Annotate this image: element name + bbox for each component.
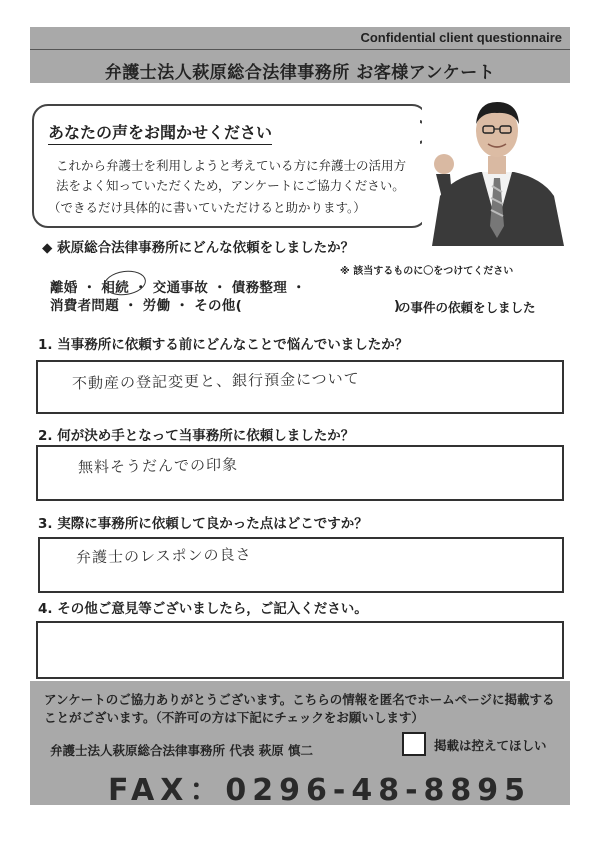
- intro-heading: あなたの声をお聞かせください: [48, 120, 272, 145]
- question-4-answer-box[interactable]: [36, 621, 564, 679]
- intro-speech-bubble: [32, 104, 428, 228]
- case-options-line-1: 離婚 ・ 相続 ・ 交通事故 ・ 債務整理 ・: [50, 280, 306, 296]
- intro-body: これから弁護士を利用しようと考えている方に弁護士の活用方法をよく知っていただくため，アンケートにご協力ください。: [56, 158, 407, 193]
- question-2-answer: 無料そうだんでの印象: [77, 455, 239, 477]
- publish-opt-out-label: 掲載は控えてほしい: [434, 738, 547, 753]
- case-options-suffix: の事件の依頼をしました: [398, 300, 536, 315]
- footer-message: アンケートのご協力ありがとうございます。こちらの情報を匿名でホームページに掲載することがございます。（不許可の方は下記にチェックをお願いします）: [44, 692, 555, 725]
- question-3-answer: 弁護士のレスポンの良さ: [75, 545, 252, 567]
- fax-number: FAX：0296-48-8895: [108, 773, 532, 808]
- question-2-label: 2. 何が決め手となって当事務所に依頼しましたか？: [38, 428, 355, 444]
- page-title: 弁護士法人萩原総合法律事務所 お客様アンケート: [104, 63, 496, 83]
- question-4-label: 4. その他ご意見等ございましたら，ご記入ください。: [38, 601, 368, 617]
- question-case-note: ※ 該当するものに〇をつけてください: [340, 266, 514, 277]
- question-3-answer-box[interactable]: [38, 537, 564, 593]
- header-divider: [30, 49, 570, 50]
- lawyer-photo: [422, 86, 572, 246]
- header-banner: [30, 27, 570, 83]
- footer-office-name: 弁護士法人萩原総合法律事務所 代表 萩原 慎二: [50, 743, 314, 758]
- header-top-label: Confidential client questionnaire: [360, 30, 562, 45]
- footer-panel: [30, 681, 570, 808]
- question-2-answer-box[interactable]: [36, 445, 564, 501]
- question-1-answer: 不動産の登記変更と、銀行預金について: [71, 369, 360, 393]
- question-1-label: 1. 当事務所に依頼する前にどんなことで悩んでいましたか？: [38, 337, 409, 353]
- question-3-label: 3. 実際に事務所に依頼して良かった点はどこですか？: [38, 516, 368, 532]
- question-case-type: ◆ 萩原総合法律事務所にどんな依頼をしましたか？: [42, 240, 355, 256]
- intro-note: （できるだけ具体的に書いていただけると助かります。）: [48, 200, 366, 215]
- question-1-answer-box[interactable]: [36, 360, 564, 414]
- publish-opt-out-checkbox[interactable]: [402, 732, 426, 756]
- case-options-line-2: 消費者問題 ・ 労働 ・ その他( ): [50, 298, 401, 314]
